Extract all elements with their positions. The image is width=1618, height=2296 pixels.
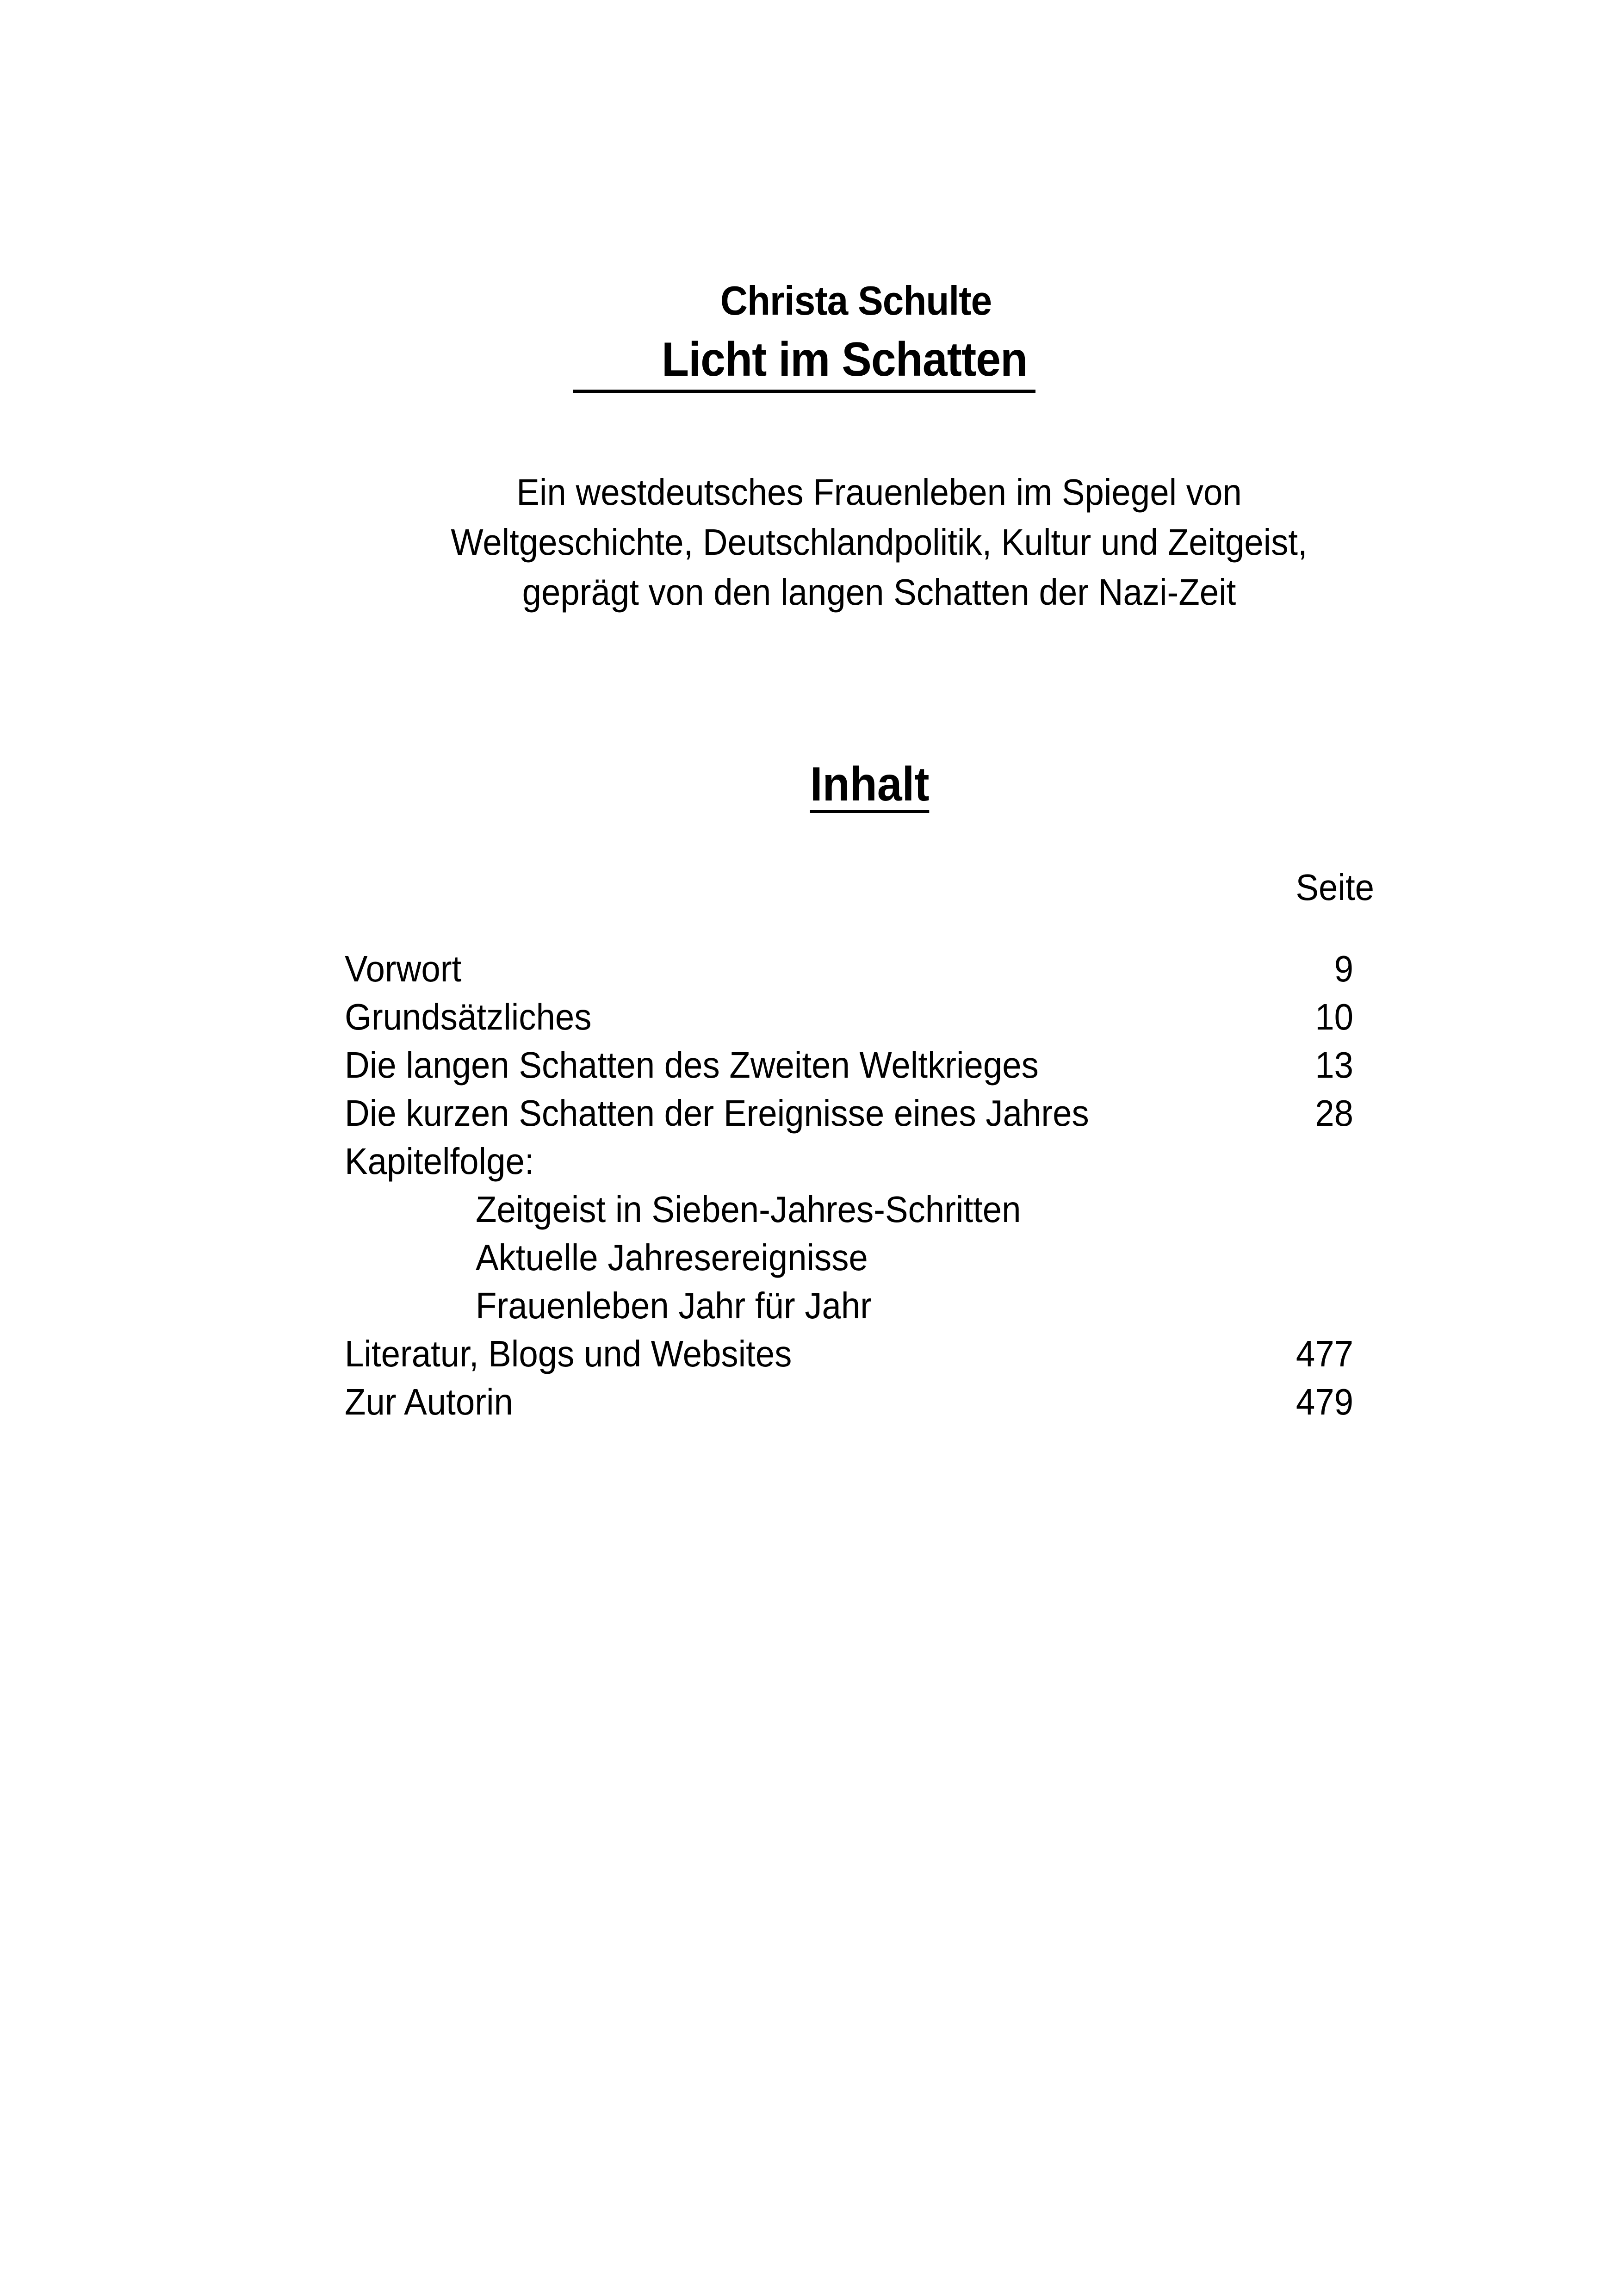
toc-subentry <box>345 1234 1353 1282</box>
toc-entry <box>345 993 1353 1041</box>
toc-entry-page: 28 <box>1315 1092 1353 1134</box>
toc-entry-page: 9 <box>1334 948 1353 989</box>
toc-entry-label: Vorwort <box>345 948 462 989</box>
book-title: Licht im Schatten <box>662 333 1028 386</box>
toc-entry-label: Grundsätzliches <box>345 996 592 1037</box>
contents-heading-text: Inhalt <box>810 759 930 813</box>
subtitle-line: geprägt von den langen Schatten der Nazi-Zeit <box>522 571 1236 613</box>
contents-heading <box>740 754 999 814</box>
toc-entry <box>345 1089 1353 1137</box>
toc-entry <box>345 1378 1353 1426</box>
toc-entry-label: Die kurzen Schatten der Ereignisse eines Jahres <box>345 1092 1089 1134</box>
toc-entry-label: Kapitelfolge: <box>345 1141 534 1182</box>
toc-entry-label: Die langen Schatten des Zweiten Weltkrieges <box>345 1044 1039 1086</box>
subtitle-line: Ein westdeutsches Frauenleben im Spiegel von <box>516 472 1242 513</box>
toc-entry <box>345 1330 1353 1378</box>
toc-entry <box>345 1041 1353 1089</box>
toc-entry-page: 479 <box>1296 1381 1353 1422</box>
toc-entry <box>345 1137 1353 1185</box>
toc-entry-label: Frauenleben Jahr für Jahr <box>476 1285 872 1326</box>
toc-entry-page: 13 <box>1315 1044 1353 1086</box>
toc-entry-label: Literatur, Blogs und Websites <box>345 1333 792 1374</box>
author-name: Christa Schulte <box>720 278 992 323</box>
subtitle-line: Weltgeschichte, Deutschlandpolitik, Kultur und Zeitgeist, <box>451 521 1308 563</box>
toc-entry-page: 477 <box>1296 1333 1353 1374</box>
toc-entry-label: Zeitgeist in Sieben-Jahres-Schritten <box>476 1189 1021 1230</box>
toc-entry-page: 10 <box>1315 996 1353 1037</box>
subtitle <box>363 467 1395 617</box>
toc-subentry <box>345 1185 1353 1234</box>
toc-subentry <box>345 1282 1353 1330</box>
page-column-label: Seite <box>1296 867 1374 908</box>
table-of-contents <box>345 945 1353 1426</box>
toc-entry <box>345 945 1353 993</box>
toc-entry-label: Aktuelle Jahresereignisse <box>476 1237 868 1278</box>
toc-entry-label: Zur Autorin <box>345 1381 513 1422</box>
